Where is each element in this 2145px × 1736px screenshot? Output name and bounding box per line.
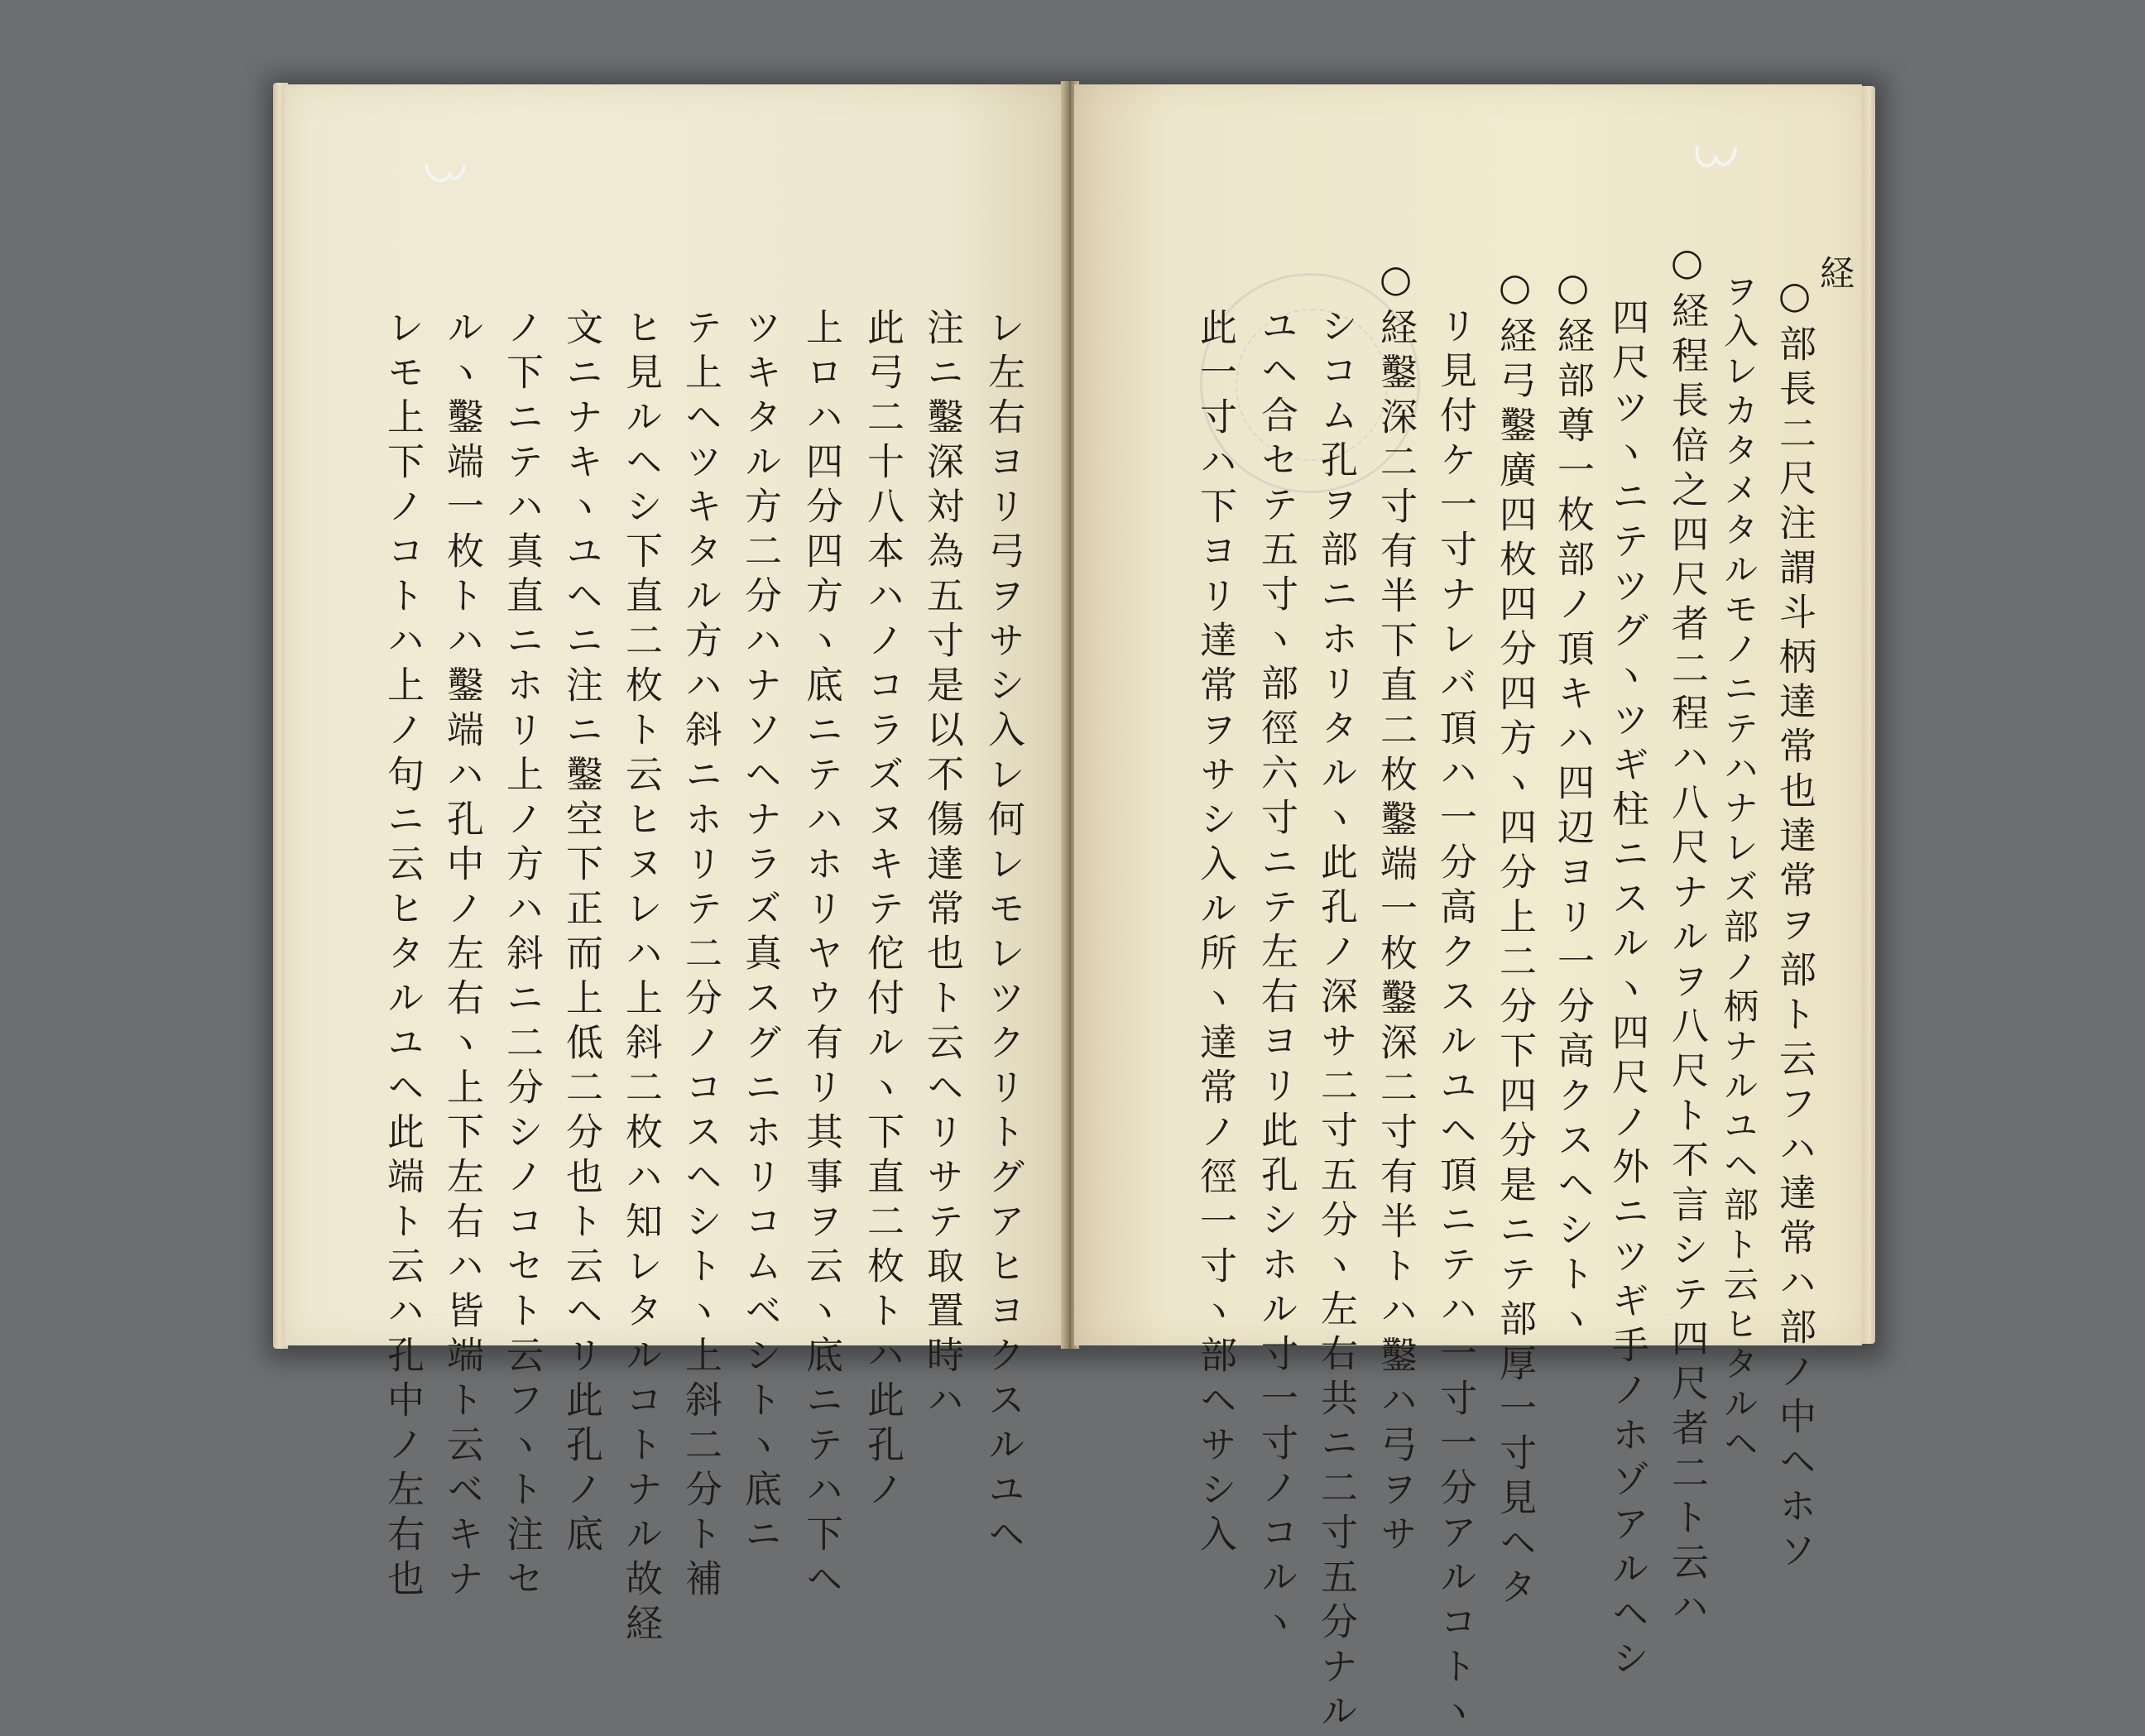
pencil-mark-icon [1691,142,1740,179]
text-column: ○部長二尺注謂斗柄達常也達常ヲ部ト云フハ達常ハ部ノ中ヘホソ [1773,273,1816,1575]
text-column: リ見付ケ一寸ナレバ頂ハ一分高クスルユヘ頂ニテハ一寸一分アルコトヽ [1433,306,1477,1736]
text-column: ○経程長倍之四尺者二程ハ八尺ナルヲ八尺ト不言シテ四尺者二ト云ハ [1665,240,1709,1632]
text-column: ルヽ鑿端一枚トハ鑿端ハ孔中ノ左右ヽ上下左右ハ皆端ト云ベキナ [440,308,484,1604]
text-column: ○経部尊一枚部ノ頂キハ四辺ヨリ一分高クスヘシトヽ [1551,265,1595,1344]
pencil-mark-icon [421,157,471,190]
text-column: ノ下ニテハ真直ニホリ上ノ方ハ斜ニ二分シノコセト云フヽト注セ [500,308,544,1604]
text-column: ○経弓鑿廣四枚四分四方ヽ四分上二分下四分是ニテ部厚一寸見ヘタ [1493,265,1537,1612]
text-column: テ上ヘツキタル方ハ斜ニホリテ二分ノコスヘシトヽ上斜二分ト補 [679,308,722,1604]
text-column: ○経鑿深二寸有半下直二枚鑿端一枚鑿深二寸有半トハ鑿ハ弓ヲサ [1374,257,1418,1559]
text-column: ヒ見ルヘシ下直二枚ト云ヒヌレハ上斜二枚ハ知レタルコトナル故経 [619,308,663,1648]
text-column: 経 [1815,255,1855,295]
text-column: 四尺ツヽニテツグヽツギ柱ニスルヽ四尺ノ外ニツギ手ノホゾアルヘシ [1605,298,1649,1683]
text-column: 文ニナキヽユヘニ注ニ鑿空下正而上低二分也ト云ヘリ此孔ノ底 [559,308,603,1559]
text-column: 上ロハ四分四方ヽ底ニテハホリヤウ有リ其事ヲ云ヽ底ニテハ下ヘ [799,308,843,1604]
text-column: レモ上下ノコトハ上ノ句ニ云ヒタルユヘ此端ト云ハ孔中ノ左右也 [381,308,425,1604]
text-column: ヲ入レカタメタルモノニテハナレズ部ノ柄ナルユヘ部ト云ヒタルヘ [1719,273,1759,1465]
text-column: ユヘ合セテ五寸ヽ部徑六寸ニテ左右ヨリ此孔シホル寸一寸ノコルヽ [1255,306,1298,1647]
text-column: シコム孔ヲ部ニホリタルヽ此孔ノ深サ二寸五分ヽ左右共ニ二寸五分ナル [1314,306,1358,1736]
right-page-edge [1860,86,1875,1344]
text-column: 注ニ鑿深対為五寸是以不傷達常也ト云ヘリサテ取置時ハ [920,308,964,1425]
text-column: 此一寸ハ下ヨリ達常ヲサシ入ル所ヽ達常ノ徑一寸ヽ部ヘサシ入 [1193,308,1237,1559]
text-column: ツキタル方二分ハナソヘナラズ真スグニホリコムベシトヽ底ニ [738,308,782,1559]
text-column: 此弓二十八本ハノコラズヌキテ佗付ルヽ下直二枚トハ此孔ノ [861,308,905,1514]
text-column: レ左右ヨリ弓ヲサシ入レ何レモレツクリトグアヒヨクスルユヘ [981,308,1025,1559]
